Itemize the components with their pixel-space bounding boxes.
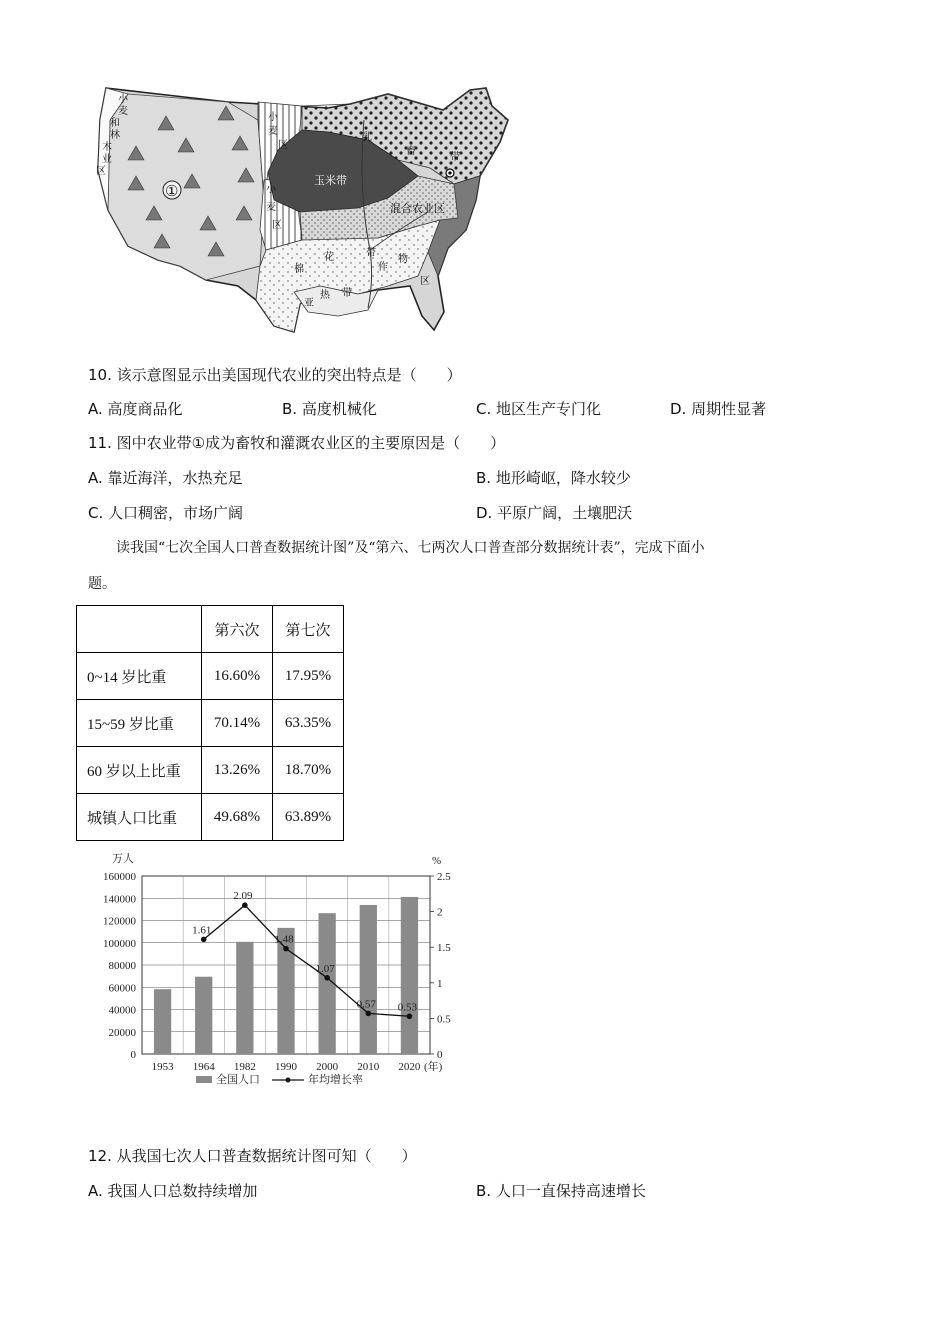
table-row [77,700,344,747]
growth-rate-point [365,1011,371,1017]
right-tick-label: 2 [437,906,443,919]
x-tick-label: 1964 [192,1061,215,1073]
x-tick-label: 2000 [316,1061,339,1073]
table-cell: 60 岁以上比重 [77,747,202,794]
growth-rate-label: 1.07 [315,962,335,975]
left-tick-label: 40000 [108,1004,136,1017]
right-tick-label: 1 [437,977,443,990]
table-cell: 0~14 岁比重 [77,653,202,700]
q11-option-d[interactable]: D. 平原广阔，土壤肥沃 [476,504,633,522]
right-tick-label: 0.5 [437,1013,451,1026]
map-marker-1: ① [165,182,179,200]
map-label-corn: 玉米带 [314,174,347,187]
bar [236,942,253,1054]
q11-option-b[interactable]: B. 地形崎岖，降水较少 [476,469,631,487]
q11-stem: 11. 图中农业带①成为畜牧和灌溉农业区的主要原因是（ ） [88,434,506,452]
q10-option-c[interactable]: C. 地区生产专门化 [476,400,602,418]
table-cell: 70.14% [202,700,273,747]
map-label-wheat-north: 小 麦 区 [268,112,288,151]
left-tick-label: 0 [130,1049,136,1061]
left-tick-label: 60000 [108,982,136,995]
left-tick-label: 100000 [103,937,136,950]
population-chart [78,848,458,1088]
legend-line-label: 年均增长率 [308,1074,363,1086]
right-tick-label: 1.5 [437,942,451,955]
growth-rate-label: 1.61 [192,924,212,937]
table-cell: 63.35% [273,700,344,747]
bar [360,905,377,1054]
left-tick-label: 140000 [103,893,136,906]
table-row [77,794,344,841]
q12-option-a[interactable]: A. 我国人口总数持续增加 [88,1182,258,1200]
table-cell: 15~59 岁比重 [77,700,202,747]
map-label-dairy: 乳 畜 带 [362,132,460,163]
growth-rate-label: 2.09 [233,890,253,903]
map-label-crops: 作 物 区 [378,254,430,287]
left-tick-label: 160000 [103,871,136,883]
legend-bar-label: 全国人口 [216,1074,260,1086]
table-header [77,606,202,653]
left-tick-label: 80000 [108,960,136,972]
left-tick-label: 120000 [103,915,136,928]
table-cell: 城镇人口比重 [77,794,202,841]
intro-line-1: 读我国“七次全国人口普查数据统计图”及“第六、七两次人口普查部分数据统计表”，完成下面小 [116,540,705,556]
table-cell: 13.26% [202,747,273,794]
growth-rate-point [201,937,207,943]
table-cell: 17.95% [273,653,344,700]
census-table [76,605,344,841]
x-axis-unit: (年) [424,1061,443,1073]
table-header: 第七次 [273,606,344,653]
table-cell: 63.89% [273,794,344,841]
left-tick-label: 20000 [108,1026,136,1039]
q10-option-b[interactable]: B. 高度机械化 [282,400,377,418]
us-agriculture-map [88,80,520,342]
right-tick-label: 2.5 [437,871,451,883]
q12-stem: 12. 从我国七次人口普查数据统计图可知（ ） [88,1147,417,1165]
map-label-subtropical: 亚 热 带 [304,288,352,309]
table-row [77,747,344,794]
q10-option-d[interactable]: D. 周期性显著 [670,400,767,418]
table-cell: 16.60% [202,653,273,700]
table-cell: 18.70% [273,747,344,794]
map-label-cotton: 棉 花 带 [294,248,376,275]
growth-rate-point [407,1013,413,1019]
left-axis-unit: 万人 [112,853,134,865]
map-label-wheat-south: 小 麦 区 [266,184,282,231]
legend-bar-swatch [196,1076,212,1083]
q10-stem: 10. 该示意图显示出美国现代农业的突出特点是（ ） [88,366,462,384]
x-tick-label: 1990 [275,1061,297,1073]
table-row [77,653,344,700]
growth-rate-point [283,946,289,952]
growth-rate-point [324,975,330,981]
right-axis-unit: % [432,855,442,867]
growth-rate-label: 0.53 [397,1001,418,1014]
intro-line-2: 题。 [88,576,116,592]
x-tick-label: 2020 [398,1061,421,1073]
q11-option-c[interactable]: C. 人口稠密，市场广阔 [88,504,244,522]
x-tick-label: 1982 [233,1061,256,1073]
q11-option-a[interactable]: A. 靠近海洋，水热充足 [88,469,243,487]
bar [154,989,171,1054]
legend-line-marker [286,1078,291,1083]
x-tick-label: 2010 [357,1061,380,1073]
table-header: 第六次 [202,606,273,653]
x-tick-label: 1953 [151,1061,174,1073]
map-label-wheat-forest: 小 麦 和 林 木 业 区 [96,94,128,177]
growth-rate-label: 0.57 [356,998,376,1011]
bar [401,897,418,1054]
map-label-mixed: 混合农业区 [390,202,445,215]
right-tick-label: 0 [437,1049,443,1061]
growth-rate-point [242,902,248,908]
q12-option-b[interactable]: B. 人口一直保持高速增长 [476,1182,646,1200]
q10-option-a[interactable]: A. 高度商品化 [88,400,183,418]
bar [195,977,212,1054]
table-header-row [77,606,344,653]
table-cell: 49.68% [202,794,273,841]
growth-rate-label: 1.48 [274,933,294,946]
